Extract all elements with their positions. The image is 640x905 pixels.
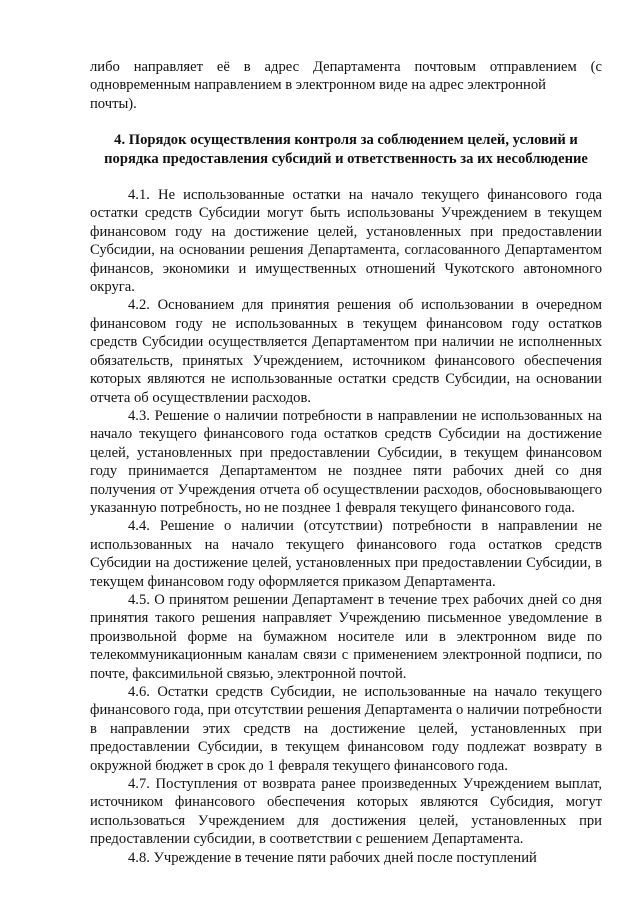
paragraph-4-3: 4.3. Решение о наличии потребности в направлении не использованных на начало текущего финансового года остатков средств Субсидии на достижение целей, установленных при предоставлении Субсидии, в текущем финансовом году принимается Департаментом не позднее пяти рабочих дней со дня получения от Учреждения отчета об осуществлении расходов, обосновывающего указанную потребность, но не позднее 1 февраля текущего финансового года. [90,407,602,516]
paragraph-4-6: 4.6. Остатки средств Субсидии, не использованные на начало текущего финансового года, при отсутствии решения Департамента о наличии потребности в направлении этих средств на достижение целей, установленных при предоставлении Субсидии, в текущем финансовом году подлежат возврату в окружной бюджет в срок до 1 февраля текущего финансового года. [90,684,602,774]
paragraph-4-2: 4.2. Основанием для принятия решения об использовании в очередном финансовом году не использованных в текущем финансовом году остатков средств Субсидии осуществляется Департаментом при наличии не исполненных обязательств, принятых Учреждением, источником финансового обеспечения которых являются не использованные остатки средств Субсидии, на основании отчета об осуществлении расходов. [90,297,602,406]
paragraph-4-4: 4.4. Решение о наличии (отсутствии) потребности в направлении не использованных на начало текущего финансового года остатков средств Субсидии на достижение целей, установленных при предоставлении Субсидии, в текущем финансовом году оформляется приказом Департамента. [90,518,602,590]
continuation-paragraph [90,58,602,113]
paragraph-4-5: 4.5. О принятом решении Департамент в течение трех рабочих дней со дня принятия такого решения направляет Учреждению письменное уведомление в произвольной форме на бумажном носителе или в электронном виде по телекоммуникационным каналам связи с применением электронной подписи, по почте, факсимильной связью, электронной почтой. [90,591,602,682]
paragraph-4-7: 4.7. Поступления от возврата ранее произведенных Учреждением выплат, источником финансового обеспечения которых являются Субсидия, могут использоваться Учреждением для достижения целей, установленных при предоставлении субсидии, в соответствии с решением Департамента. [90,776,602,848]
continuation-text: либо направляет её в адрес Департамента почтовым отправлением (с одновременным направлением в электронном виде на адрес электронной [90,59,602,94]
document-page [90,58,602,867]
paragraph-4-8: 4.8. Учреждение в течение пяти рабочих дней после поступлений [128,849,537,866]
section-heading-line-1: 4. Порядок осуществления контроля за соблюдением целей, условий и [114,132,578,149]
section-heading-line-2: порядка предоставления субсидий и ответственность за их несоблюдение [104,150,588,167]
section-heading [90,131,602,168]
continuation-last-line: почты). [90,95,137,112]
paragraph-4-1: 4.1. Не использованные остатки на начало текущего финансового года остатки средств Субсидии могут быть использованы Учреждением в текущем финансовом году на достижение целей, установленных при предоставлении Субсидии, на основании решения Департамента, согласованного Департаментом финансов, экономики и имущественных отношений Чукотского автономного округа. [90,187,602,296]
